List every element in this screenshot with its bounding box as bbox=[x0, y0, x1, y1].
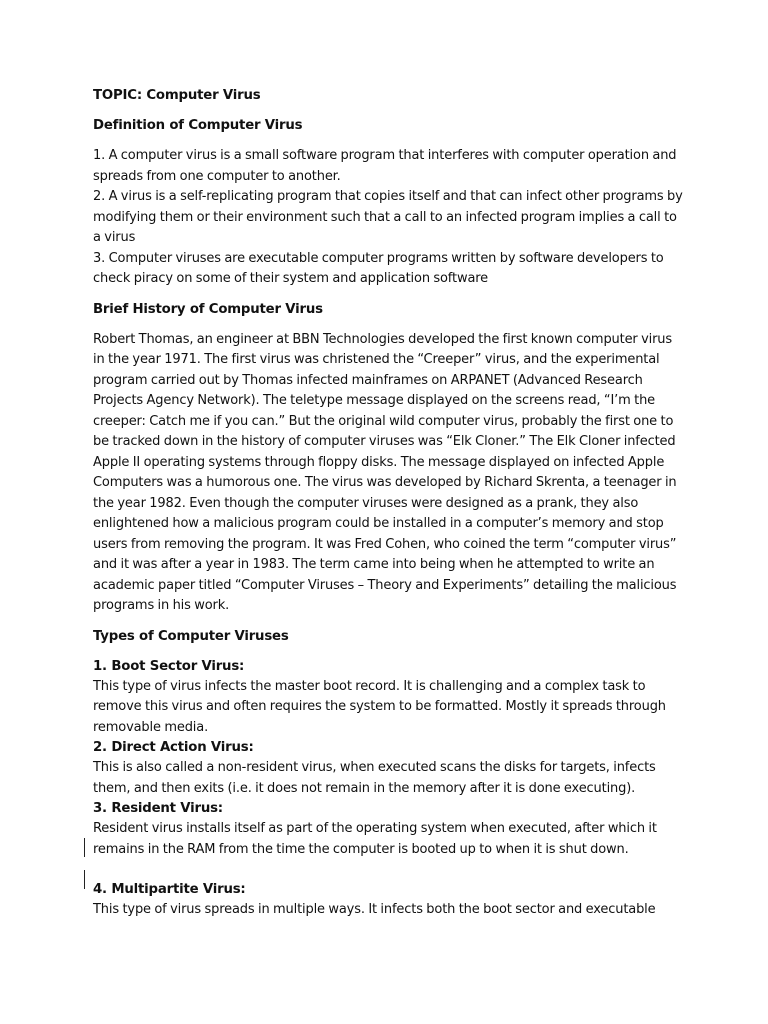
definition-heading: Definition of Computer Virus bbox=[93, 118, 303, 133]
definition-item: 3. Computer viruses are executable computer programs written by software developers to check piracy on some of their system and application software bbox=[93, 250, 664, 286]
type-title: 2. Direct Action Virus: bbox=[93, 740, 254, 755]
type-description: Resident virus installs itself as part of the operating system when executed, after which it remains in the RAM from the time the computer is booted up to when it is shut down. bbox=[93, 821, 657, 857]
document-page bbox=[93, 86, 683, 921]
type-title: 1. Boot Sector Virus: bbox=[93, 658, 245, 674]
topic-heading: TOPIC: Computer Virus bbox=[93, 88, 261, 103]
history-heading: Brief History of Computer Virus bbox=[93, 301, 323, 317]
definition-item: 1. A computer virus is a small software program that interferes with computer operation and spreads from one computer to another. bbox=[93, 148, 677, 184]
type-description: This type of virus infects the master boot record. It is challenging and a complex task to remove this virus and often requires the system to be formatted. Mostly it spreads through removable media. bbox=[93, 678, 666, 735]
history-paragraph: Robert Thomas, an engineer at BBN Technologies developed the first known computer virus in the year 1971. The first virus was christened the “Creeper” virus, and the experimental program carried out by Thomas infected mainframes on ARPANET (Advanced Research Projects Agency Network). The teletype message displayed on the screens read, “I’m the creeper: Catch me if you can.” But the original wild computer virus, probably the first one to be tracked down in the history of computer viruses was “Elk Cloner.” The Elk Cloner infected Apple II operating systems through floppy disks. The message displayed on infected Apple Computers was a humorous one. The virus was developed by Richard Skrenta, a teenager in the year 1982. Even though the computer viruses were designed as a prank, they also enlightened how a malicious program could be installed in a computer’s memory and stop users from removing the program. It was Fred Cohen, who coined the term “computer virus” and it was after a year in 1983. The term came into being when he attempted to write an academic paper titled “Computer Viruses – Theory and Experiments” detailing the malicious programs in his work. bbox=[93, 331, 677, 613]
text-cursor bbox=[84, 838, 85, 857]
types-heading: Types of Computer Viruses bbox=[93, 628, 289, 644]
type-title: 4. Multipartite Virus: bbox=[93, 882, 246, 897]
type-description: This is also called a non-resident virus, when executed scans the disks for targets, infects them, and then exits (i.e. it does not remain in the memory after it is done executing). bbox=[93, 760, 656, 796]
text-cursor bbox=[84, 870, 85, 889]
type-title: 3. Resident Virus: bbox=[93, 801, 223, 816]
definition-item: 2. A virus is a self-replicating program that copies itself and that can infect other programs by modifying them or their environment such that a call to an infected program implies a call to a virus bbox=[93, 189, 683, 245]
type-description: This type of virus spreads in multiple ways. It infects both the boot sector and executable bbox=[93, 902, 656, 917]
